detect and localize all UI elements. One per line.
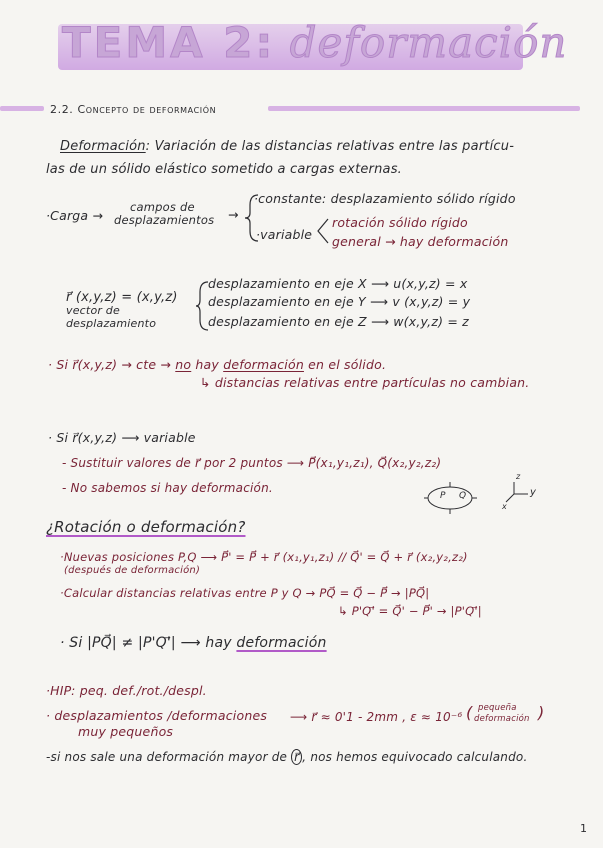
calc-line-2: ↳ P'Q'⃗ = Q⃗' − P⃗' → |P'Q'⃗| — [338, 604, 482, 618]
constante-line: ·constante: desplazamiento sólido rígido — [254, 191, 516, 206]
paren-close: ) — [538, 703, 545, 722]
vector-expression: r⃗ (x,y,z) = (x,y,z) — [66, 290, 178, 305]
rotacion-line: rotación sólido rígido — [332, 215, 468, 230]
hip-line-2c: ⟶ r⃗ ≈ 0'1 - 2mm , ε ≈ 10⁻⁶ — [290, 710, 463, 724]
campos-line-1: campos de — [130, 200, 195, 214]
hip-line-1: ·HIP: peq. def./rot./despl. — [46, 683, 207, 698]
title-word: deformación — [289, 18, 568, 67]
vector-sub-2: desplazamiento — [66, 317, 157, 330]
cte-line-1: · Si r⃗(x,y,z) → cte → no hay deformación en el sólido. — [48, 357, 387, 372]
diagram-q: Q — [459, 491, 467, 501]
diagram-axis-x-label: x — [502, 502, 507, 511]
variable-line-2: - Sustituir valores de r⃗ por 2 puntos ⟶ P⃗(x₁,y₁,z₁), Q⃗(x₂,y₂,z₂) — [62, 456, 442, 470]
r-vector-circled: r⃗ — [291, 749, 302, 765]
hip-line-3: -si nos sale una deformación mayor de r⃗ , nos hemos equivocado calculando. — [46, 750, 528, 764]
vector-row-y: desplazamiento en eje Y ⟶ v (x,y,z) = y — [208, 294, 471, 309]
paren-open: ( — [466, 703, 473, 722]
deformacion-word: deformación — [223, 357, 304, 372]
carga-arrow: → — [228, 207, 239, 222]
particles-diagram — [420, 474, 540, 524]
section-bar-right — [268, 106, 580, 111]
carga-label: ·Carga → — [46, 208, 104, 223]
general-line: general → hay deformación — [332, 234, 509, 249]
hip-line-2b: muy pequeños — [78, 724, 174, 739]
hip-line-2: · desplazamientos /deformaciones — [46, 708, 268, 723]
campos-line-2: desplazamientos — [114, 213, 215, 227]
nuevas-line-1: ·Nuevas posiciones P,Q ⟶ P⃗' = P⃗ + r⃗ (x₁,y₁,z₁) // Q⃗' = Q⃗ + r⃗ (x₂,y₂,z₂) — [60, 550, 468, 564]
variable-label: ·variable — [256, 227, 313, 242]
si-line: · Si |PQ⃗| ≠ |P'Q'⃗| ⟶ hay deformación — [60, 635, 327, 651]
title-prefix: TEMA 2: — [62, 18, 276, 67]
paren-line-1: pequeña — [478, 703, 517, 713]
page-title — [62, 18, 567, 67]
definition-line-2: las de un sólido elástico sometido a cargas externas. — [46, 162, 403, 177]
section-bar-left — [0, 106, 44, 111]
no-word: no — [175, 357, 192, 372]
variable-line-1: · Si r⃗(x,y,z) ⟶ variable — [48, 430, 196, 445]
variable-brace — [316, 218, 330, 244]
diagram-p: P — [440, 491, 446, 501]
definition-line-1: Deformación: Variación de las distancias relativas entre las partícu- — [60, 139, 515, 154]
section-heading: 2.2. Concepto de deformación — [50, 103, 217, 116]
calc-line-1: ·Calcular distancias relativas entre P y Q → PQ⃗ = Q⃗ − P⃗ → |PQ⃗| — [60, 586, 430, 600]
diagram-axis-z-label: z — [516, 472, 521, 481]
variable-line-3: - No sabemos si hay deformación. — [62, 481, 273, 495]
vector-sub-1: vector de — [66, 304, 120, 317]
paren-line-2: deformación — [474, 714, 530, 724]
vector-row-x: desplazamiento en eje X ⟶ u(x,y,z) = x — [208, 276, 468, 291]
nuevas-line-2: (después de deformación) — [64, 565, 201, 576]
deformacion-underlined: deformación — [236, 635, 327, 651]
rotacion-heading: ¿Rotación o deformación? — [46, 518, 246, 536]
cte-line-2: ↳ distancias relativas entre partículas no cambian. — [200, 375, 530, 390]
page-number: 1 — [580, 822, 587, 835]
definition-term: Deformación — [60, 139, 146, 154]
vector-row-z: desplazamiento en eje Z ⟶ w(x,y,z) = z — [208, 314, 469, 329]
diagram-axis-y-label: y — [530, 487, 537, 498]
